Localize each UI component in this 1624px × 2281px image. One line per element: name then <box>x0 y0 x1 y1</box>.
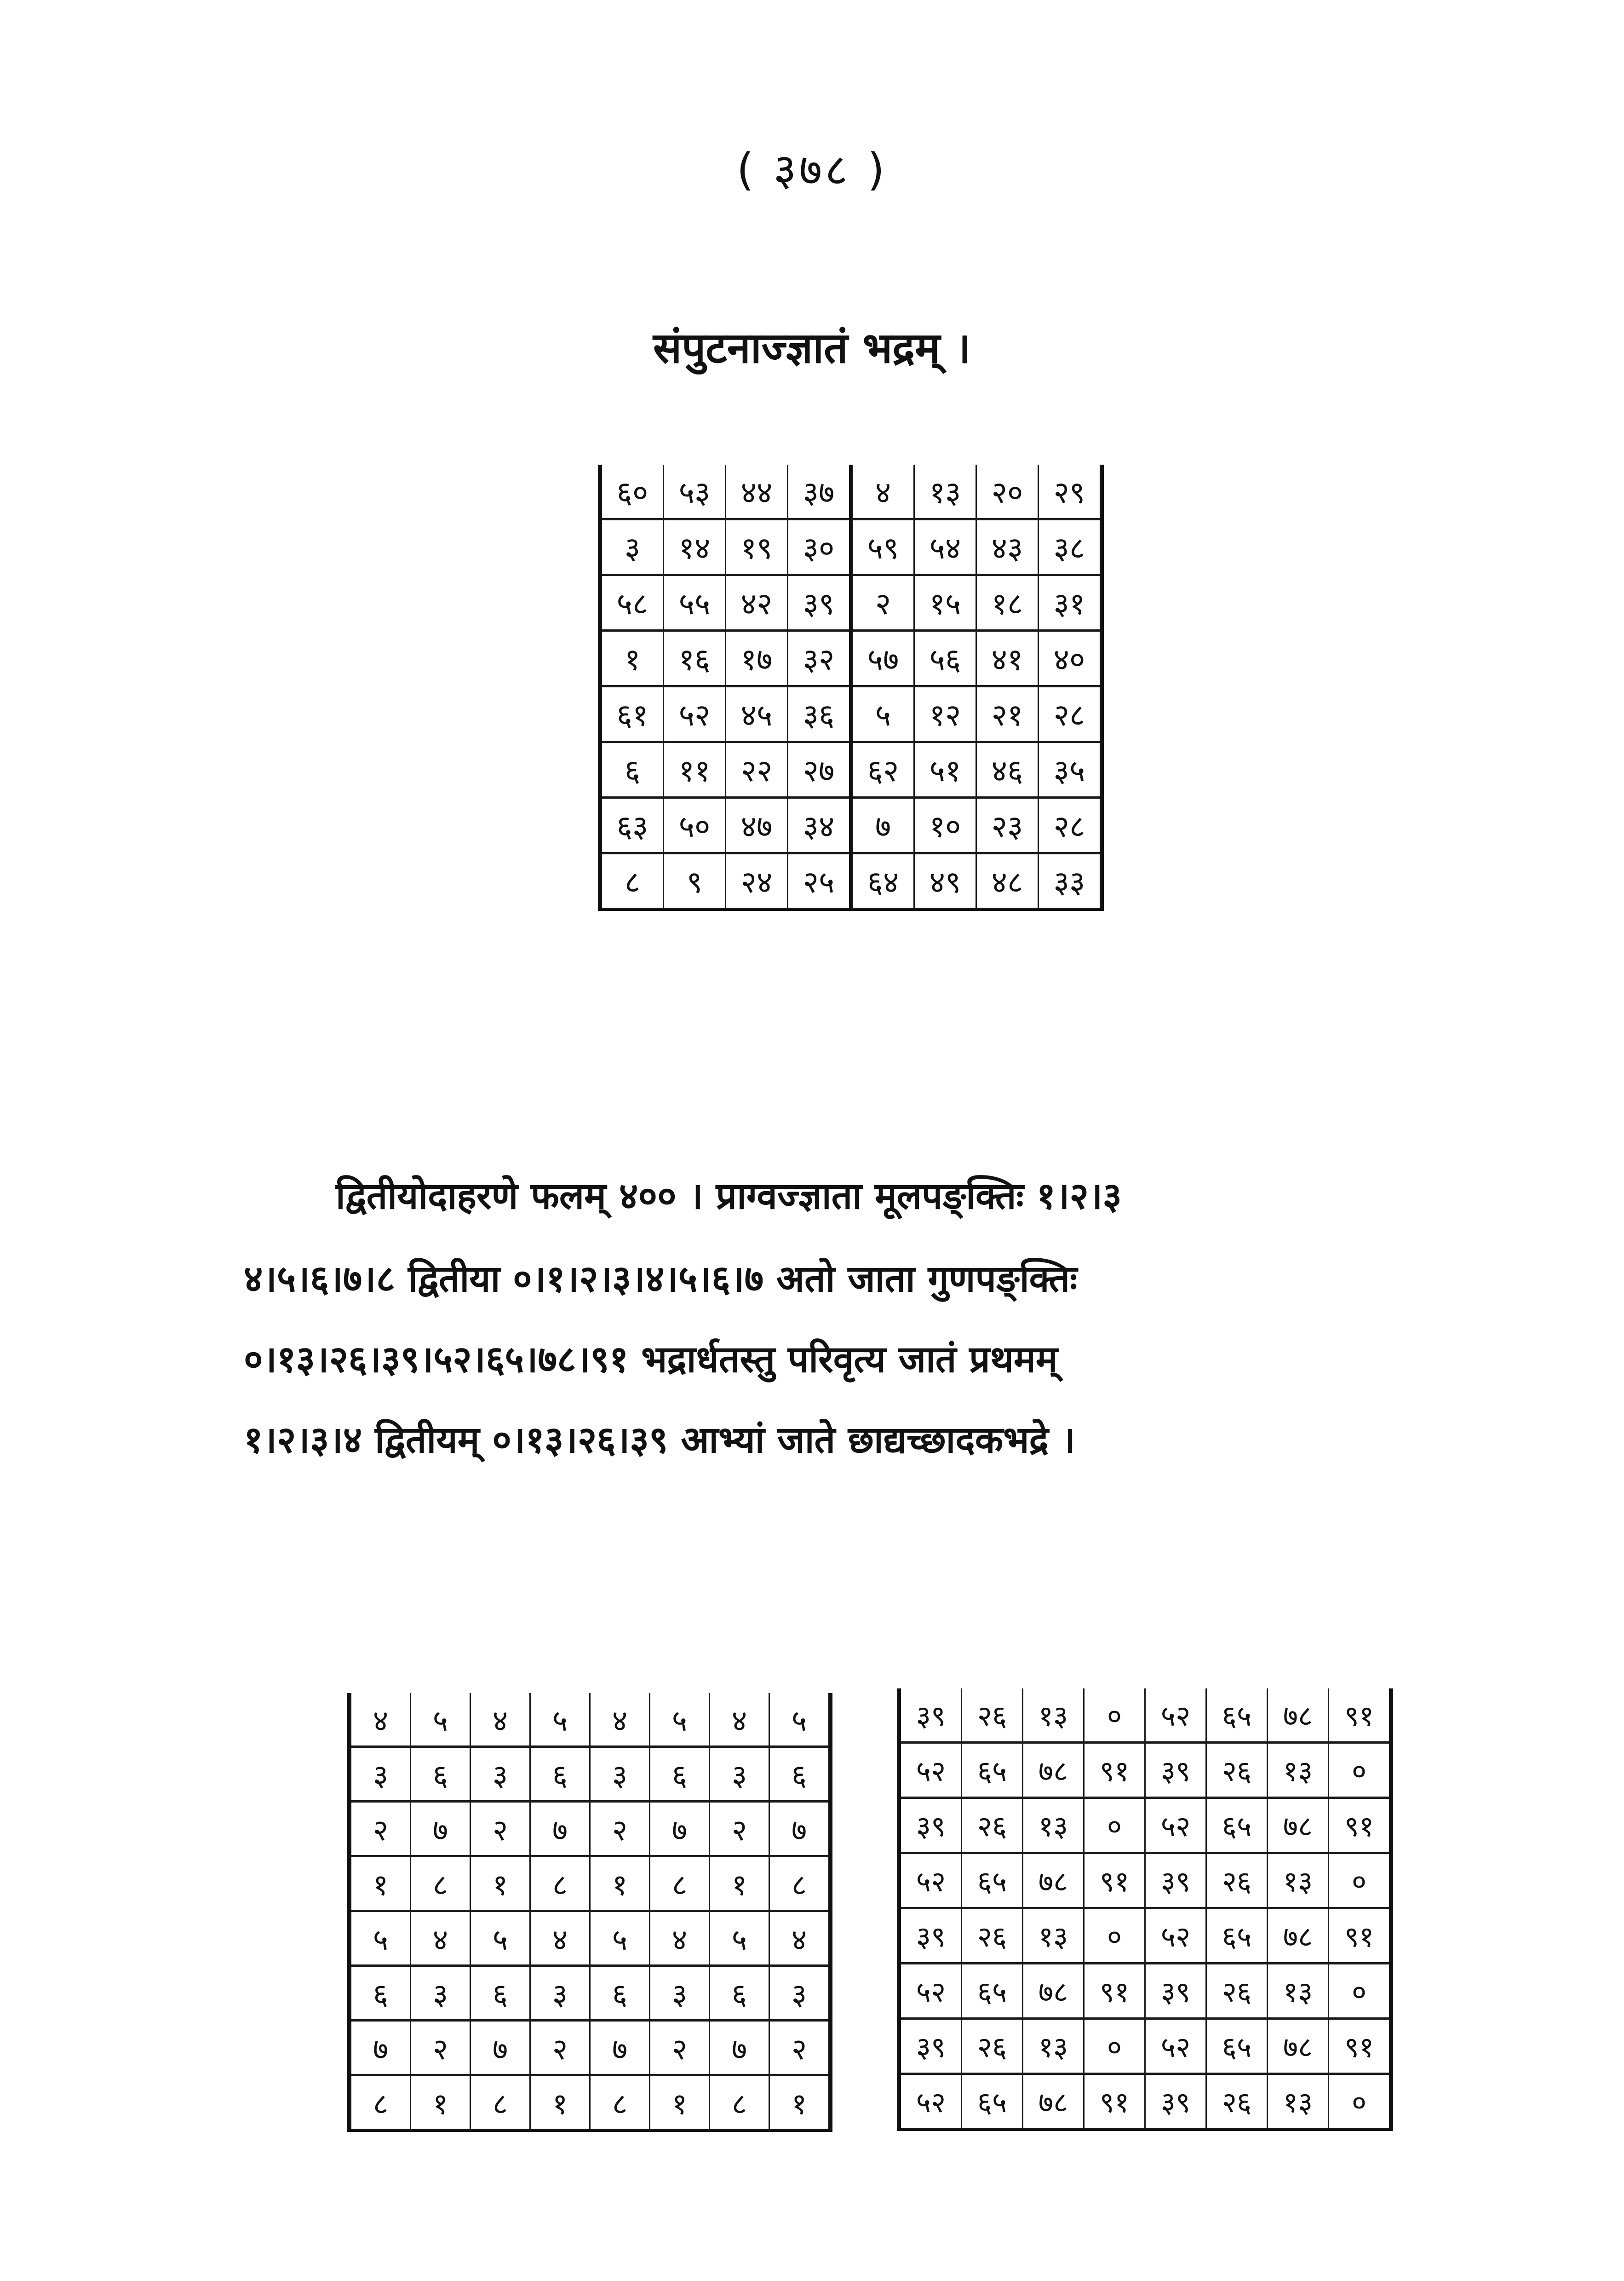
grid-cell: ६१ <box>600 686 664 742</box>
grid-cell: १३ <box>1023 1798 1084 1853</box>
grid-cell: १९ <box>726 519 788 575</box>
grid-cell: २६ <box>962 1798 1023 1853</box>
grid-row <box>899 2074 1391 2130</box>
grid-cell: ४ <box>530 1911 590 1966</box>
grid-cell: ५२ <box>1145 1688 1206 1743</box>
grid-cell: ५ <box>471 1911 530 1966</box>
grid-cell: ७ <box>851 798 914 853</box>
grid-cell: ६५ <box>962 1964 1023 2019</box>
grid-cell: १३ <box>1268 1853 1329 1908</box>
grid-cell: ५ <box>590 1911 650 1966</box>
paragraph-line: द्वितीयोदाहरणे फलम् ४०० । प्राग्वज्ज्ञाता मूलपङ्क्तिः १।२।३ <box>336 1175 1122 1217</box>
grid-cell: ४६ <box>976 742 1039 798</box>
grid-cell: ६ <box>471 1966 530 2021</box>
grid-cell: ७ <box>471 2021 530 2075</box>
grid-cell: ५४ <box>914 519 976 575</box>
grid-cell: ३३ <box>1039 853 1102 910</box>
grid-cell: ३ <box>650 1966 710 2021</box>
grid-cell: ५ <box>530 1693 590 1747</box>
grid-row <box>600 575 1102 631</box>
grid-cell: ८ <box>600 853 664 910</box>
grid-cell: १२ <box>914 686 976 742</box>
grid-cell: ४ <box>411 1911 471 1966</box>
grid-row <box>899 1688 1391 1743</box>
grid-cell: ३५ <box>1039 742 1102 798</box>
grid-cell: ३८ <box>1039 519 1102 575</box>
grid-cell: ३४ <box>788 798 851 853</box>
grid-cell: ७ <box>530 1802 590 1856</box>
grid-cell: ९१ <box>1084 1964 1145 2019</box>
grid-cell: ५ <box>350 1911 411 1966</box>
grid-cell: २ <box>590 1802 650 1856</box>
grid-cell: १५ <box>914 575 976 631</box>
grid-cell: २ <box>471 1802 530 1856</box>
grid-cell: ९ <box>664 853 726 910</box>
grid-cell: २ <box>350 1802 411 1856</box>
grid-cell: १ <box>530 2075 590 2131</box>
grid-cell: ३ <box>530 1966 590 2021</box>
grid-cell: ६ <box>411 1747 471 1802</box>
grid-row <box>600 519 1102 575</box>
grid-cell: ५७ <box>851 631 914 686</box>
grid-cell: ६५ <box>1206 1908 1268 1964</box>
grid-cell: ० <box>1329 1743 1391 1798</box>
grid-cell: ३१ <box>1039 575 1102 631</box>
grid-cell: २ <box>530 2021 590 2075</box>
grid-cell: १३ <box>1023 2019 1084 2074</box>
grid-cell: ३९ <box>899 2019 962 2074</box>
grid-cell: ५८ <box>600 575 664 631</box>
grid-cell: ६ <box>710 1966 769 2021</box>
grid-cell: ३९ <box>899 1798 962 1853</box>
grid-cell: ५२ <box>899 1964 962 2019</box>
grid-cell: ७८ <box>1268 2019 1329 2074</box>
grid-cell: ३ <box>600 519 664 575</box>
grid-cell: २१ <box>976 686 1039 742</box>
grid-cell: ३ <box>471 1747 530 1802</box>
grid-cell: ३६ <box>788 686 851 742</box>
grid-cell: ६ <box>600 742 664 798</box>
grid-row <box>600 686 1102 742</box>
grid-cell: २६ <box>1206 1743 1268 1798</box>
grid-cell: ७८ <box>1268 1798 1329 1853</box>
grid-cell: ४४ <box>726 465 788 519</box>
grid-cell: २५ <box>788 853 851 910</box>
grid-cell: ३२ <box>788 631 851 686</box>
grid-cell: ५१ <box>914 742 976 798</box>
grid-row <box>600 465 1102 519</box>
grid-cell: ५२ <box>1145 1908 1206 1964</box>
chhadaka-square <box>897 1688 1393 2131</box>
grid-cell: ८ <box>650 1856 710 1911</box>
grid-cell: ७८ <box>1268 1908 1329 1964</box>
grid-row <box>350 1966 831 2021</box>
grid-cell: ७ <box>411 1802 471 1856</box>
grid-cell: ६५ <box>962 1743 1023 1798</box>
grid-cell: ५ <box>650 1693 710 1747</box>
grid-cell: १४ <box>664 519 726 575</box>
grid-cell: १ <box>590 1856 650 1911</box>
section-heading: संपुटनाज्ज्ञातं भद्रम् । <box>653 323 971 373</box>
grid-cell: २६ <box>962 1688 1023 1743</box>
grid-cell: ५२ <box>899 1743 962 1798</box>
grid-cell: ६३ <box>600 798 664 853</box>
grid-cell: ६० <box>600 465 664 519</box>
grid-row <box>899 2019 1391 2074</box>
grid-cell: ३ <box>710 1747 769 1802</box>
grid-cell: ७ <box>710 2021 769 2075</box>
grid-cell: २३ <box>976 798 1039 853</box>
grid-cell: २२ <box>726 742 788 798</box>
page-number: ( ३७८ ) <box>736 144 888 196</box>
grid-cell: ५२ <box>664 686 726 742</box>
grid-cell: ४ <box>590 1693 650 1747</box>
grid-cell: ७८ <box>1023 1853 1084 1908</box>
grid-cell: २६ <box>962 1908 1023 1964</box>
grid-cell: ५२ <box>899 2074 962 2130</box>
grid-cell: ३९ <box>899 1908 962 1964</box>
grid-row <box>899 1853 1391 1908</box>
paragraph-line: ४।५।६।७।८ द्वितीया ०।१।२।३।४।५।६।७ अतो जाता गुणपङ्क्तिः <box>244 1257 1078 1300</box>
grid-cell: ४५ <box>726 686 788 742</box>
grid-cell: ३९ <box>1145 2074 1206 2130</box>
grid-cell: ३० <box>788 519 851 575</box>
grid-cell: ६ <box>769 1747 831 1802</box>
grid-row <box>899 1743 1391 1798</box>
grid-cell: १३ <box>1268 1964 1329 2019</box>
grid-cell: २६ <box>1206 1964 1268 2019</box>
grid-cell: २ <box>411 2021 471 2075</box>
grid-cell: २८ <box>1039 798 1102 853</box>
grid-row <box>600 742 1102 798</box>
grid-cell: २ <box>851 575 914 631</box>
grid-row <box>350 2021 831 2075</box>
grid-cell: ५ <box>851 686 914 742</box>
paragraph-line: ०।१३।२६।३९।५२।६५।७८।९१ भद्रार्धतस्तु परिवृत्य जातं प्रथमम् <box>244 1338 1058 1381</box>
grid-cell: ९१ <box>1084 1743 1145 1798</box>
grid-cell: ३ <box>350 1747 411 1802</box>
grid-cell: ० <box>1084 1908 1145 1964</box>
grid-cell: ६ <box>350 1966 411 2021</box>
paragraph-line: १।२।३।४ द्वितीयम् ०।१३।२६।३९ आभ्यां जाते छाद्यच्छादकभद्रे । <box>244 1418 1076 1461</box>
grid-row <box>350 1911 831 1966</box>
grid-cell: १८ <box>976 575 1039 631</box>
grid-cell: ९१ <box>1329 2019 1391 2074</box>
grid-cell: ८ <box>411 1856 471 1911</box>
grid-cell: २ <box>710 1802 769 1856</box>
grid-cell: २६ <box>962 2019 1023 2074</box>
grid-cell: ४८ <box>976 853 1039 910</box>
grid-cell: १ <box>650 2075 710 2131</box>
grid-cell: ७८ <box>1023 1743 1084 1798</box>
grid-cell: ७ <box>350 2021 411 2075</box>
grid-cell: १ <box>769 2075 831 2131</box>
grid-cell: १० <box>914 798 976 853</box>
grid-row <box>899 1964 1391 2019</box>
grid-row <box>350 1802 831 1856</box>
grid-cell: ६ <box>650 1747 710 1802</box>
grid-cell: ७ <box>769 1802 831 1856</box>
grid-cell: ६ <box>530 1747 590 1802</box>
grid-cell: ३९ <box>788 575 851 631</box>
grid-cell: ४३ <box>976 519 1039 575</box>
grid-row <box>350 2075 831 2131</box>
grid-row <box>600 798 1102 853</box>
grid-cell: ४ <box>851 465 914 519</box>
grid-cell: ७ <box>650 1802 710 1856</box>
grid-cell: ६५ <box>1206 1798 1268 1853</box>
grid-cell: ४ <box>350 1693 411 1747</box>
grid-cell: ५२ <box>899 1853 962 1908</box>
grid-cell: २४ <box>726 853 788 910</box>
grid-cell: ५२ <box>1145 2019 1206 2074</box>
grid-cell: १ <box>600 631 664 686</box>
grid-cell: ५९ <box>851 519 914 575</box>
grid-cell: ५० <box>664 798 726 853</box>
grid-cell: ३ <box>769 1966 831 2021</box>
grid-cell: ११ <box>664 742 726 798</box>
grid-cell: ५ <box>411 1693 471 1747</box>
samputa-magic-square <box>598 465 1104 911</box>
grid-cell: ६ <box>590 1966 650 2021</box>
grid-row <box>600 631 1102 686</box>
grid-cell: ० <box>1329 1853 1391 1908</box>
grid-cell: ० <box>1329 1964 1391 2019</box>
grid-cell: ४ <box>650 1911 710 1966</box>
grid-cell: ६५ <box>1206 2019 1268 2074</box>
grid-cell: ८ <box>710 2075 769 2131</box>
grid-cell: ० <box>1329 2074 1391 2130</box>
grid-cell: १ <box>710 1856 769 1911</box>
grid-cell: २ <box>769 2021 831 2075</box>
grid-cell: ५ <box>769 1693 831 1747</box>
grid-cell: ६५ <box>962 1853 1023 1908</box>
grid-cell: ८ <box>530 1856 590 1911</box>
grid-cell: ७ <box>590 2021 650 2075</box>
grid-cell: ४२ <box>726 575 788 631</box>
grid-cell: ८ <box>590 2075 650 2131</box>
grid-cell: ७८ <box>1023 1964 1084 2019</box>
grid-cell: ३९ <box>1145 1853 1206 1908</box>
grid-cell: ४० <box>1039 631 1102 686</box>
grid-cell: ६५ <box>1206 1688 1268 1743</box>
grid-cell: १३ <box>1023 1688 1084 1743</box>
grid-cell: ६२ <box>851 742 914 798</box>
grid-cell: ४ <box>769 1911 831 1966</box>
grid-cell: ३९ <box>899 1688 962 1743</box>
grid-cell: १ <box>350 1856 411 1911</box>
grid-cell: ५३ <box>664 465 726 519</box>
grid-cell: ८ <box>471 2075 530 2131</box>
grid-cell: ० <box>1084 1688 1145 1743</box>
grid-row <box>899 1798 1391 1853</box>
grid-cell: ३९ <box>1145 1964 1206 2019</box>
grid-cell: ३७ <box>788 465 851 519</box>
grid-cell: १ <box>471 1856 530 1911</box>
grid-cell: २८ <box>1039 686 1102 742</box>
grid-cell: १ <box>411 2075 471 2131</box>
grid-cell: ६५ <box>962 2074 1023 2130</box>
grid-cell: ५६ <box>914 631 976 686</box>
grid-cell: ५५ <box>664 575 726 631</box>
grid-cell: ४ <box>471 1693 530 1747</box>
grid-cell: ४१ <box>976 631 1039 686</box>
grid-cell: ५ <box>710 1911 769 1966</box>
grid-row <box>899 1908 1391 1964</box>
grid-cell: ३ <box>411 1966 471 2021</box>
grid-cell: ७८ <box>1268 1688 1329 1743</box>
grid-cell: ७८ <box>1023 2074 1084 2130</box>
grid-cell: ८ <box>769 1856 831 1911</box>
grid-cell: ३ <box>590 1747 650 1802</box>
grid-cell: ४७ <box>726 798 788 853</box>
grid-cell: १३ <box>1268 2074 1329 2130</box>
grid-cell: २६ <box>1206 2074 1268 2130</box>
grid-row <box>600 853 1102 910</box>
grid-cell: १३ <box>914 465 976 519</box>
grid-cell: ९१ <box>1329 1798 1391 1853</box>
grid-cell: ९१ <box>1084 1853 1145 1908</box>
grid-row <box>350 1747 831 1802</box>
grid-cell: ५२ <box>1145 1798 1206 1853</box>
grid-cell: ३९ <box>1145 1743 1206 1798</box>
grid-cell: ६४ <box>851 853 914 910</box>
grid-cell: ४९ <box>914 853 976 910</box>
grid-row <box>350 1856 831 1911</box>
grid-cell: २९ <box>1039 465 1102 519</box>
grid-cell: २७ <box>788 742 851 798</box>
grid-cell: १३ <box>1023 1908 1084 1964</box>
chhadya-square <box>347 1693 832 2132</box>
grid-row <box>350 1693 831 1747</box>
grid-cell: ८ <box>350 2075 411 2131</box>
grid-cell: ९१ <box>1084 2074 1145 2130</box>
grid-cell: १३ <box>1268 1743 1329 1798</box>
grid-cell: १६ <box>664 631 726 686</box>
grid-cell: ९१ <box>1329 1688 1391 1743</box>
grid-cell: ४ <box>710 1693 769 1747</box>
grid-cell: ९१ <box>1329 1908 1391 1964</box>
grid-cell: ० <box>1084 2019 1145 2074</box>
grid-cell: १७ <box>726 631 788 686</box>
grid-cell: २६ <box>1206 1853 1268 1908</box>
grid-cell: ० <box>1084 1798 1145 1853</box>
grid-cell: २ <box>650 2021 710 2075</box>
grid-cell: २० <box>976 465 1039 519</box>
